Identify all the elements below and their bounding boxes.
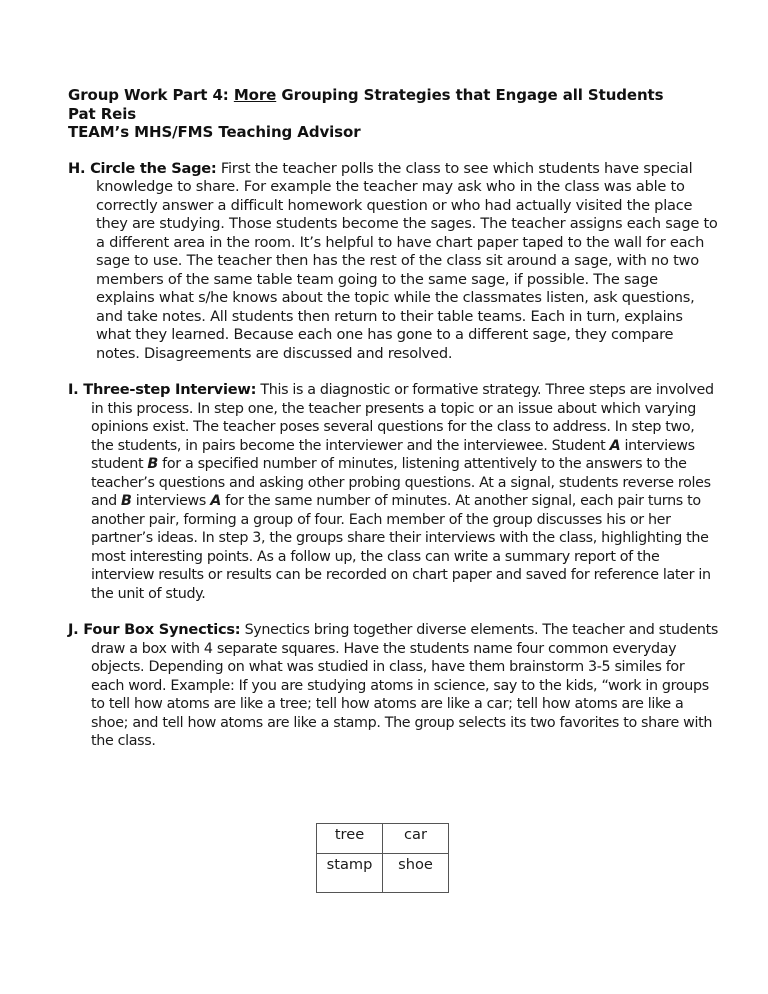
section-circle-the-sage (68, 160, 718, 364)
title-text-rest: Grouping Strategies that Engage all Students (276, 86, 664, 104)
author-role: TEAM’s MHS/FMS Teaching Advisor (68, 123, 361, 141)
box-cell: car (383, 824, 449, 854)
section-heading: J. Four Box Synectics: (68, 621, 241, 638)
table-row (317, 824, 449, 854)
section-heading: I. Three-step Interview: (68, 381, 257, 398)
section-three-step-interview (68, 381, 718, 603)
document-page (68, 86, 718, 751)
student-a-label: A (609, 437, 621, 454)
section-heading: H. Circle the Sage: (68, 159, 217, 177)
document-title (68, 86, 718, 105)
title-emphasis: More (233, 86, 277, 104)
title-text: Group Work Part 4: (68, 86, 234, 104)
body-text: for the same number of minutes. At another signal, each pair turns to another pair, forming a group of four. Each member of the group discusses his or her partner’s ideas. In step 3, the groups share their interviews with the class, highlighting the most interesting points. As a follow up, the class can write a summary report of the interview results or results can be recorded on chart paper and saved for reference later in the unit of study. (91, 493, 711, 602)
student-b-label: B (121, 493, 132, 509)
table-row (317, 854, 449, 893)
box-cell: shoe (383, 854, 449, 893)
body-text: interviews (131, 493, 211, 509)
box-cell: stamp (317, 854, 383, 893)
body-text: This is a diagnostic or formative strategy. Three steps are involved in this process. In step one, the teacher presents a topic or an issue about which varying opinions exist. The teacher poses several questions for the class to address. In step two, the students, in pairs become the interviewer and the interviewee. Student (91, 382, 714, 454)
body-text: interviews student (91, 437, 695, 472)
student-b-label: B (147, 456, 158, 472)
body-text: for a specified number of minutes, listening attentively to the answers to the teacher’s questions and asking other probing questions. At a signal, students reverse roles and (91, 456, 711, 509)
student-a-label: A (210, 493, 221, 509)
section-body (91, 382, 714, 602)
section-body: Synectics bring together diverse elements. The teacher and students draw a box with 4 separate squares. Have the students name four common everyday objects. Depending on what was studied in class, have them brainstorm 3-5 similes for each word. Example: If you are studying atoms in science, say to the kids, “work in groups to tell how atoms are like a tree; tell how atoms are like a car; tell how atoms are like a shoe; and tell how atoms are like a stamp. The group selects its two favorites to share with the class. (91, 622, 718, 749)
author-name: Pat Reis (68, 104, 137, 123)
section-body: First the teacher polls the class to see which students have special knowledge to share. For example the teacher may ask who in the class was able to correctly answer a difficult homework question or who had actually visited the place they are studying. Those students become the sages. The teacher assigns each sage to a different area in the room. It’s helpful to have chart paper taped to the wall for each sage to use. The teacher then has the rest of the class sit around a sage, with no two members of the same table team going to the same sage, if possible. The sage explains what s/he knows about the topic while the classmates listen, ask questions, and take notes. All students then return to their table teams. Each in turn, explains what they learned. Because each one has gone to a different sage, they compare notes. Disagreements are discussed and resolved. (96, 159, 718, 362)
section-four-box-synectics (68, 621, 718, 751)
four-box-table (316, 823, 449, 893)
box-cell: tree (317, 824, 383, 854)
